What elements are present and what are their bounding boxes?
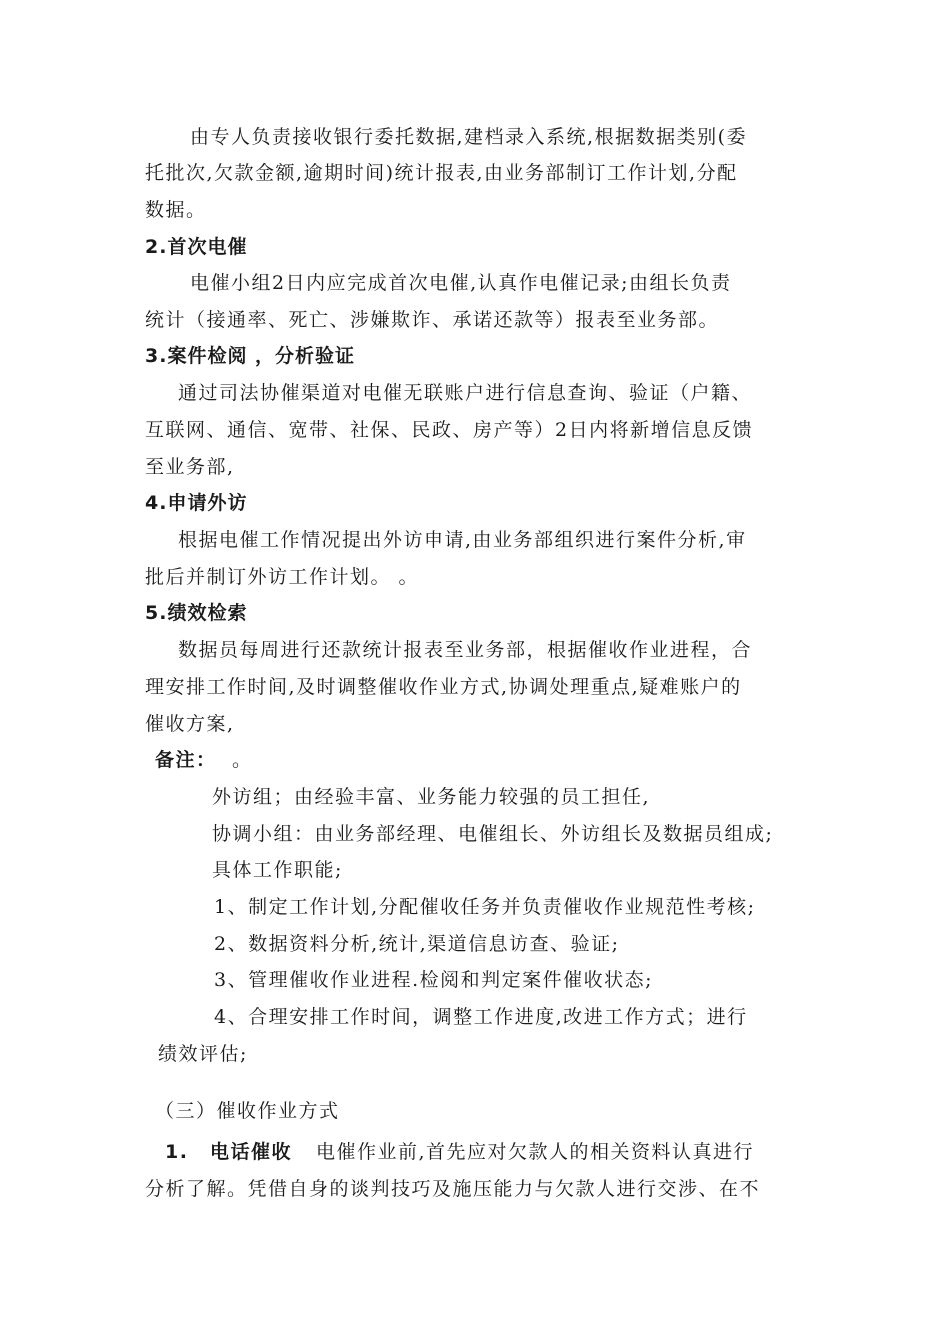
section-5-line-2: 理安排工作时间,及时调整催收作业方式,协调处理重点,疑难账户的 (145, 676, 742, 698)
phone-title: 电话催收 (210, 1141, 293, 1163)
phone-line-1: 电催作业前,首先应对欠款人的相关资料认真进行 (316, 1141, 755, 1163)
section-3-line-1: 通过司法协催渠道对电催无联账户进行信息查询、验证（户籍、 (178, 382, 753, 404)
section-3-line-2: 互联网、通信、宽带、社保、民政、房产等）2日内将新增信息反馈 (145, 419, 754, 441)
section-5-line-3: 催收方案, (145, 713, 235, 735)
intro-line-3: 数据。 (145, 199, 207, 221)
section-4-line-2: 批后并制订外访工作计划。 。 (145, 566, 420, 588)
notes-item-4-cont: 绩效评估; (158, 1043, 248, 1065)
phone-number: 1. (165, 1141, 189, 1163)
notes-item-1: 1、制定工作计划,分配催收任务并负责催收作业规范性考核; (214, 896, 756, 918)
section-3-line-3: 至业务部, (145, 456, 235, 478)
notes-line-1: 外访组；由经验丰富、业务能力较强的员工担任, (212, 786, 651, 808)
notes-label: 备注： (155, 749, 217, 771)
section-2-line-1: 电催小组2日内应完成首次电催,认真作电催记录;由组长负责 (190, 272, 732, 294)
intro-line-1: 由专人负责接收银行委托数据,建档录入系统,根据数据类别(委 (190, 126, 747, 148)
section-5-line-1: 数据员每周进行还款统计报表至业务部，根据催收作业进程，合 (178, 639, 753, 661)
notes-line-3: 具体工作职能; (212, 859, 343, 881)
intro-line-2: 托批次,欠款金额,逾期时间)统计报表,由业务部制订工作计划,分配 (145, 162, 738, 184)
notes-item-3: 3、管理催收作业进程.检阅和判定案件催收状态; (214, 969, 654, 991)
section-heading-three: （三）催收作业方式 (155, 1100, 340, 1122)
phone-line-2: 分析了解。凭借自身的谈判技巧及施压能力与欠款人进行交涉、在不 (145, 1178, 761, 1200)
notes-dot: 。 (232, 749, 253, 771)
notes-item-4: 4、合理安排工作时间，调整工作进度,改进工作方式；进行 (214, 1006, 748, 1028)
notes-item-2: 2、数据资料分析,统计,渠道信息访查、验证; (214, 933, 620, 955)
section-4-line-1: 根据电催工作情况提出外访申请,由业务部组织进行案件分析,审 (178, 529, 747, 551)
section-heading-5: 5.绩效检索 (145, 602, 248, 624)
section-heading-2: 2.首次电催 (145, 236, 248, 258)
notes-line-2: 协调小组：由业务部经理、电催组长、外访组长及数据员组成; (212, 823, 774, 845)
section-heading-4: 4.申请外访 (145, 492, 248, 514)
section-2-line-2: 统计（接通率、死亡、涉嫌欺诈、承诺还款等）报表至业务部。 (145, 309, 720, 331)
section-heading-3: 3.案件检阅 ，分析验证 (145, 345, 356, 367)
